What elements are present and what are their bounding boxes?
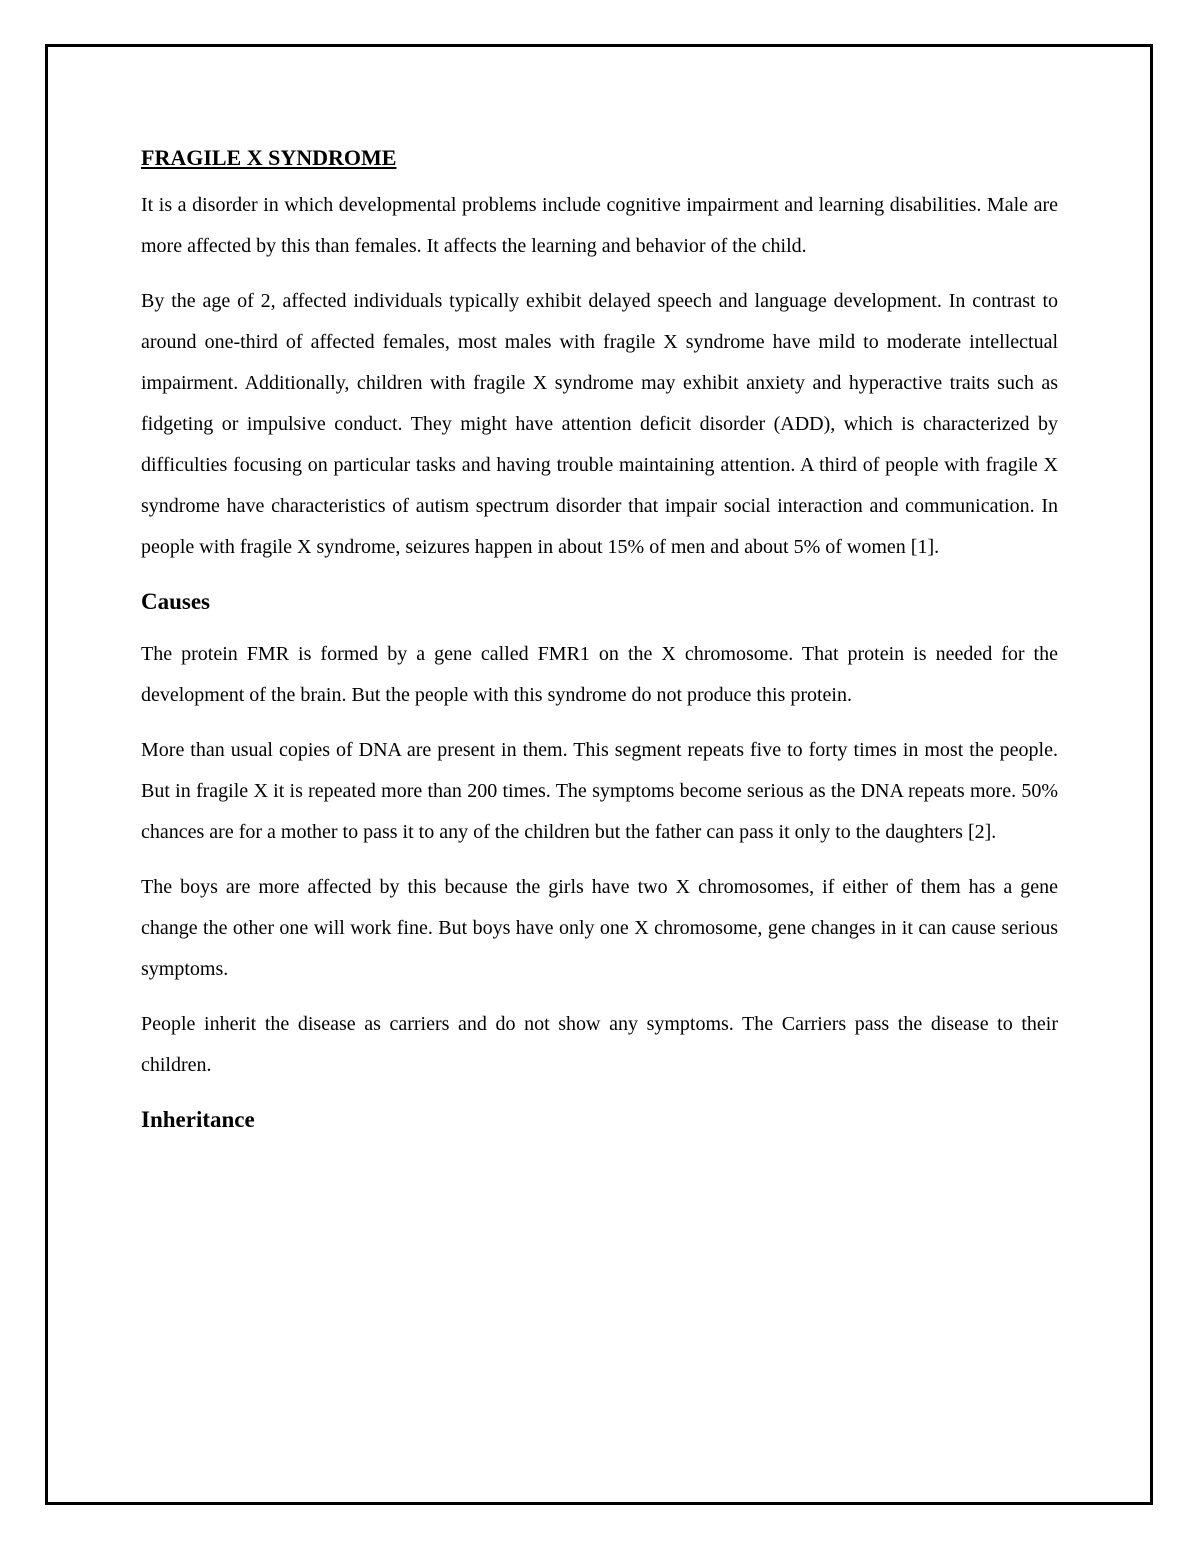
causes-paragraph-1: The protein FMR is formed by a gene called FMR1 on the X chromosome. That protein is needed for the development of the brain. But the people with this syndrome do not produce this protein.	[141, 643, 1058, 706]
inheritance-heading: Inheritance	[141, 1107, 255, 1132]
intro-paragraph-1: It is a disorder in which developmental problems include cognitive impairment and learning disabilities. Male are more affected by this than females. It affects the learning and behavior of the child.	[141, 194, 1058, 257]
causes-heading: Causes	[141, 589, 211, 614]
intro-paragraph-2: By the age of 2, affected individuals typically exhibit delayed speech and language development. In contrast to around one-third of affected females, most males with fragile X syndrome have mild to moderate intellectual impairment. Additionally, children with fragile X syndrome may exhibit anxiety and hyperactive traits such as fidgeting or impulsive conduct. They might have attention deficit disorder (ADD), which is characterized by difficulties focusing on particular tasks and having trouble maintaining attention. A third of people with fragile X syndrome have characteristics of autism spectrum disorder that impair social interaction and communication. In people with fragile X syndrome, seizures happen in about 15% of men and about 5% of women [1].	[141, 290, 1058, 558]
causes-paragraph-4: People inherit the disease as carriers and do not show any symptoms. The Carriers pass the disease to their children.	[141, 1013, 1058, 1076]
document-body	[141, 143, 1058, 1152]
causes-paragraph-3: The boys are more affected by this because the girls have two X chromosomes, if either of them has a gene change the other one will work fine. But boys have only one X chromosome, gene changes in it can cause serious symptoms.	[141, 876, 1058, 980]
causes-paragraph-2: More than usual copies of DNA are present in them. This segment repeats five to forty times in most the people. But in fragile X it is repeated more than 200 times. The symptoms become serious as the DNA repeats more. 50% chances are for a mother to pass it to any of the children but the father can pass it only to the daughters [2].	[141, 739, 1058, 843]
page-title: FRAGILE X SYNDROME	[141, 145, 397, 170]
